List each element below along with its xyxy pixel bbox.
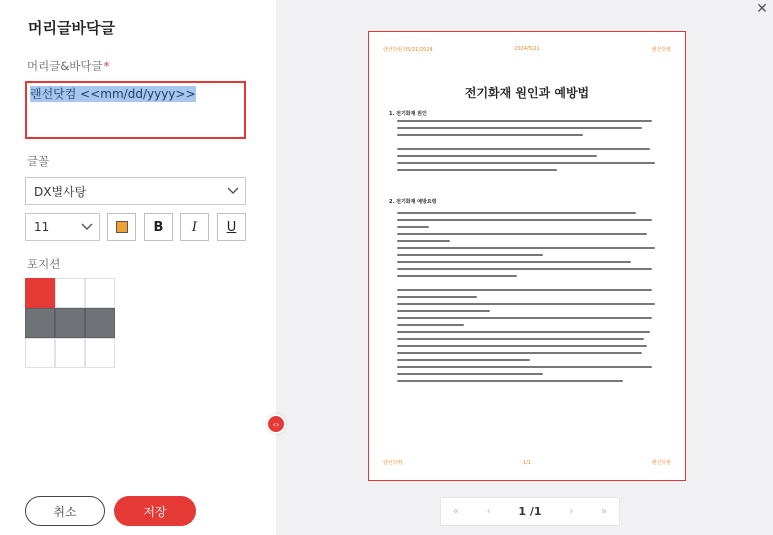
cancel-button[interactable]: 취소	[25, 496, 105, 526]
header-center-text: 2024/5/21	[514, 46, 540, 52]
position-cell-2-0[interactable]	[25, 338, 55, 368]
position-cell-1-0[interactable]	[25, 308, 55, 338]
footer-center-text: 1/1	[522, 460, 532, 466]
header-footer-value: 랜선닷컴 <<mm/dd/yyyy>>	[30, 87, 196, 101]
underline-button[interactable]: U	[217, 213, 246, 241]
position-cell-0-2[interactable]	[85, 278, 115, 308]
arrows-icon: ‹›	[272, 419, 280, 429]
pagination	[440, 497, 620, 526]
required-mark: *	[103, 59, 110, 73]
section-heading: 1. 전기화재 원인	[389, 111, 427, 117]
header-left-text: 랜선닷컴 05/21/2024	[383, 47, 433, 53]
text-color-button[interactable]	[107, 213, 136, 241]
footer-right-text: 랜선닷컴	[651, 460, 671, 466]
header-footer-label: 머리글&바닥글*	[27, 59, 110, 73]
chevron-down-icon	[227, 187, 239, 195]
position-cell-2-1[interactable]	[55, 338, 85, 368]
position-cell-0-0[interactable]	[25, 278, 55, 308]
position-cell-0-1[interactable]	[55, 278, 85, 308]
header-footer-textarea[interactable]	[25, 81, 246, 139]
font-select-value: DX별사탕	[34, 184, 87, 199]
position-cell-1-1[interactable]	[55, 308, 85, 338]
last-page-button[interactable]: »	[600, 506, 607, 517]
section-heading: 2. 전기화재 예방요령	[389, 199, 437, 205]
save-button[interactable]: 저장	[114, 496, 196, 526]
section-body	[397, 120, 663, 176]
panel-title: 머리글바닥글	[28, 19, 115, 37]
settings-panel	[0, 0, 276, 535]
bold-button[interactable]: B	[144, 213, 173, 241]
chevron-down-icon	[81, 223, 93, 231]
position-label: 포지션	[27, 257, 61, 271]
color-swatch	[116, 221, 128, 233]
panel-resize-handle[interactable]	[266, 414, 286, 434]
position-grid	[25, 278, 115, 368]
italic-button[interactable]: I	[180, 213, 209, 241]
position-cell-2-2[interactable]	[85, 338, 115, 368]
document-title: 전기화재 원인과 예방법	[464, 86, 590, 100]
close-icon[interactable]: ✕	[756, 1, 768, 17]
next-page-button[interactable]: ›	[569, 506, 574, 517]
section-body	[397, 212, 663, 387]
page-indicator: 1 /1	[518, 505, 542, 518]
position-cell-1-2[interactable]	[85, 308, 115, 338]
footer-left-text: 랜선닷컴	[383, 460, 403, 466]
font-select[interactable]	[25, 177, 246, 205]
font-size-select[interactable]	[25, 213, 100, 241]
font-size-value: 11	[34, 220, 50, 234]
header-right-text: 랜선닷컴	[651, 47, 671, 53]
font-label: 글꼴	[27, 154, 50, 168]
document-preview	[368, 31, 686, 481]
first-page-button[interactable]: «	[453, 506, 460, 517]
prev-page-button[interactable]: ‹	[486, 506, 491, 517]
